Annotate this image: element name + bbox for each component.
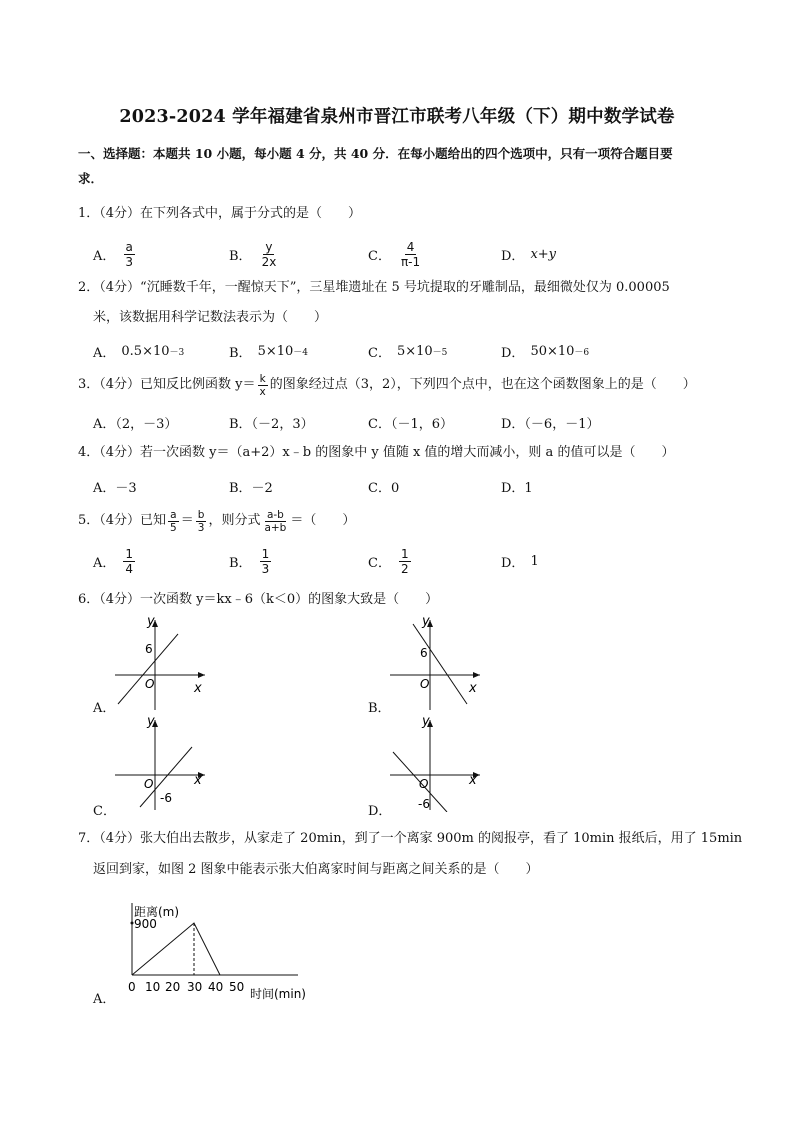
q1-option-c[interactable]: C． $\frac{4}{\pi-1}$ <box>368 239 421 269</box>
svg-text:x: x <box>469 681 477 696</box>
q1-option-a[interactable]: A． $\frac{a}{3}$ <box>93 239 134 269</box>
svg-text:-6: -6 <box>418 797 430 811</box>
question-1-options <box>93 236 733 272</box>
q6-b-line <box>413 624 467 704</box>
page-title: 2023-2024 学年福建省泉州市晋江市联考八年级（下）期中数学试卷 <box>119 107 675 127</box>
question-7-stem-line1: 7．（4分）张大伯出去散步，从家走了 20min，到了一个离家 900m 的阅报亭，看了 10min 报纸后，用了 15min <box>78 831 743 846</box>
q6-graph-d[interactable] <box>385 712 485 812</box>
svg-text:O: O <box>144 777 154 791</box>
question-5-options <box>93 543 733 579</box>
q6-graph-c[interactable] <box>110 712 210 812</box>
question-6-stem: 6．（4分）一次函数 y＝kx﹣6（k＜0）的图象大致是（ ） <box>78 592 439 607</box>
svg-text:y: y <box>147 714 155 729</box>
q3-option-c[interactable]: C．（－1，6） <box>368 416 453 432</box>
svg-text:900: 900 <box>134 917 157 931</box>
svg-text:20: 20 <box>165 980 181 994</box>
q7-graph-a[interactable] <box>118 895 318 1005</box>
svg-text:10: 10 <box>145 980 161 994</box>
q2-option-a[interactable]: A． 0.5×10 －3 <box>93 343 185 361</box>
q6-option-a-label[interactable]: A． <box>93 701 116 716</box>
svg-text:y: y <box>422 614 430 629</box>
question-4-stem: 4．（4分）若一次函数 y＝（a+2）x﹣b 的图象中 y 值随 x 值的增大而减小，则 a 的值可以是（ ） <box>78 445 675 460</box>
svg-text:y: y <box>147 614 155 629</box>
svg-text:O: O <box>420 677 430 691</box>
svg-text:6: 6 <box>145 642 153 656</box>
svg-text:40: 40 <box>208 980 224 994</box>
section-heading-line1: 一、选择题：本题共 10 小题，每小题 4 分，共 40 分．在每小题给出的四个选项中，只有一项符合题目要 <box>78 146 673 161</box>
question-2-stem-line1: 2．（4分）“沉睡数千年，一醒惊天下”，三星堆遗址在 5 号坑提取的牙雕制品，最细微处仅为 0.00005 <box>78 280 670 295</box>
q5-expression-fraction: $\frac{a-b}{a+b}$ <box>264 508 287 534</box>
q3-option-d[interactable]: D．（－6，－1） <box>501 416 600 432</box>
svg-text:30: 30 <box>187 980 203 994</box>
question-1-stem: 1．（4分）在下列各式中，属于分式的是（ ） <box>78 206 362 221</box>
svg-text:x: x <box>194 773 202 788</box>
svg-text:x: x <box>194 681 202 696</box>
q6-option-b-label[interactable]: B． <box>368 701 391 716</box>
question-5-stem: 5．（4分）已知 $\frac{a}{5}$ ＝ $\frac{b}{3}$ ，则分式 $\frac{a-b}{a+b}$ ＝（ ） <box>78 508 356 534</box>
q5-a-over-5: $\frac{a}{5}$ <box>170 508 177 534</box>
q5-option-a[interactable]: A． $\frac{1}{4}$ <box>93 546 134 576</box>
svg-text:6: 6 <box>420 646 428 660</box>
q6-option-d-label[interactable]: D． <box>368 804 392 819</box>
section-heading-line2: 求． <box>78 171 104 186</box>
q1-option-b[interactable]: B． $\frac{y}{2x}$ <box>229 239 277 269</box>
q5-option-c[interactable]: C． $\frac{1}{2}$ <box>368 546 409 576</box>
q1-option-d[interactable]: D． x+y <box>501 246 557 264</box>
q5-option-d[interactable]: D． 1 <box>501 553 539 571</box>
q1-a-fraction: $\frac{a}{3}$ <box>125 239 134 269</box>
q5-b-over-3: $\frac{b}{3}$ <box>197 508 205 534</box>
q7-option-a-label[interactable]: A． <box>93 992 116 1007</box>
q6-option-c-label[interactable]: C． <box>93 804 116 819</box>
svg-text:时间(min): 时间(min) <box>250 987 306 1001</box>
svg-text:-6: -6 <box>160 791 172 805</box>
question-4-options <box>93 468 733 504</box>
q2-option-c[interactable]: C． 5×10 －5 <box>368 343 448 361</box>
svg-text:y: y <box>422 714 430 729</box>
q3-option-a[interactable]: A．（2，－3） <box>93 416 178 432</box>
section-heading <box>78 141 728 191</box>
question-2-stem-line2: 米，该数据用科学记数法表示为（ ） <box>93 310 328 325</box>
svg-text:0: 0 <box>128 980 136 994</box>
q5-option-b[interactable]: B． $\frac{1}{3}$ <box>229 546 270 576</box>
q1-c-fraction: $\frac{4}{\pi-1}$ <box>400 239 421 269</box>
svg-text:O: O <box>419 777 429 791</box>
q2-option-d[interactable]: D． 50×10 －6 <box>501 343 590 361</box>
q3-k-over-x: $\frac{k}{x}$ <box>259 372 266 398</box>
question-3-options <box>93 404 733 440</box>
question-2-options <box>93 333 733 369</box>
q4-option-c[interactable]: C．0 <box>368 480 400 496</box>
q3-option-b[interactable]: B．（－2，3） <box>229 416 314 432</box>
q6-graph-a[interactable] <box>110 612 210 712</box>
svg-text:x: x <box>469 773 477 788</box>
svg-text:距离(m): 距离(m) <box>134 905 180 919</box>
svg-text:O: O <box>145 677 155 691</box>
question-3-stem: 3．（4分）已知反比例函数 y＝ $\frac{k}{x}$ 的图象经过点（3，2），下列四个点中，也在这个函数图象上的是（ ） <box>78 372 696 398</box>
q6-graph-b[interactable] <box>385 612 485 712</box>
q4-option-a[interactable]: A．－3 <box>93 480 137 496</box>
q2-option-b[interactable]: B． 5×10 －4 <box>229 343 309 361</box>
q4-option-b[interactable]: B．－2 <box>229 480 273 496</box>
q1-b-fraction: $\frac{y}{2x}$ <box>261 239 277 269</box>
q4-option-d[interactable]: D．1 <box>501 480 533 496</box>
question-7-stem-line2: 返回到家，如图 2 图象中能表示张大伯离家时间与距离之间关系的是（ ） <box>93 862 539 877</box>
svg-text:50: 50 <box>229 980 245 994</box>
